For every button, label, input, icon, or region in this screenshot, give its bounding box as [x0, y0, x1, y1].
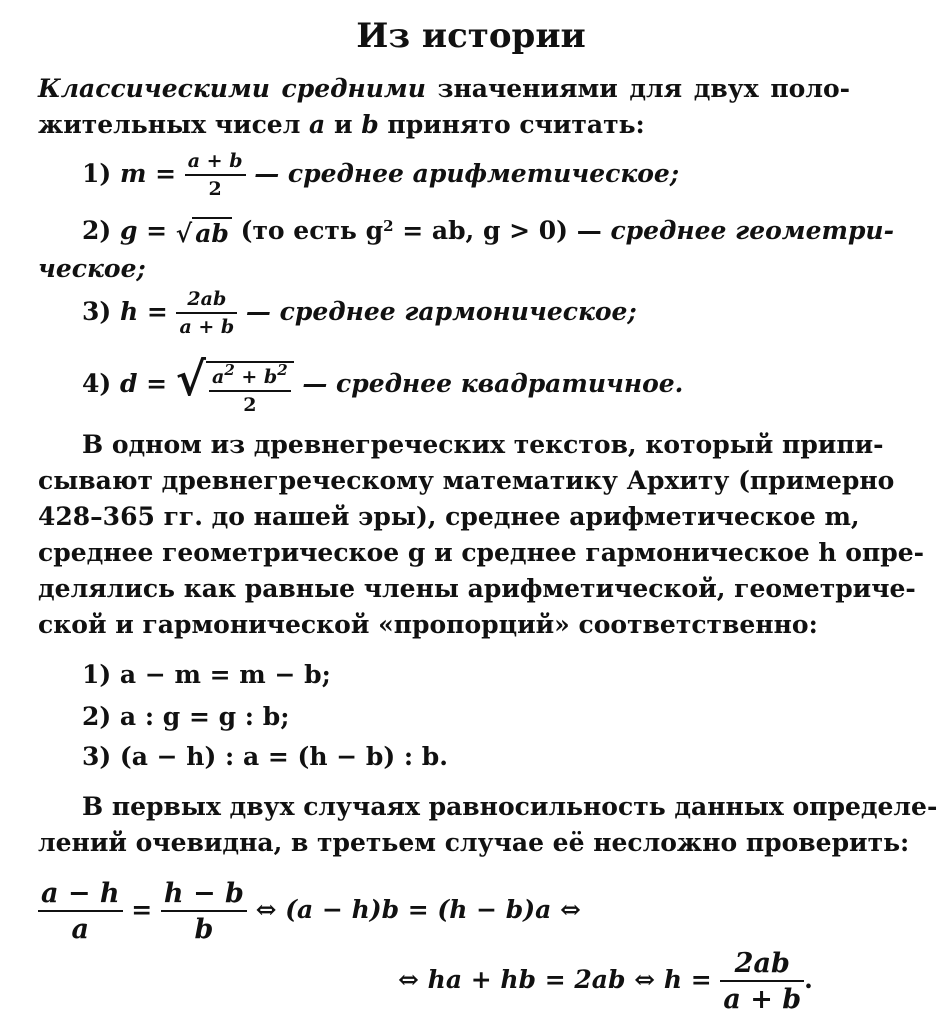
sqrt [175, 352, 294, 416]
intro-text-end: принято считать: [378, 110, 645, 139]
para3-line-2: лений очевидна, в третьем случае её несложно проверить: [38, 828, 910, 857]
mean-lhs: m = [119, 159, 185, 188]
mean-number: 4) [82, 368, 120, 398]
term-b: + b [234, 365, 278, 388]
mean-extra: (то есть g [231, 216, 384, 245]
fraction [185, 152, 246, 199]
fraction [209, 360, 291, 416]
proportion-3: 3) (a − h) : a = (h − b) : b. [82, 742, 448, 771]
exponent: 2 [383, 217, 394, 235]
exponent: 2 [277, 360, 288, 379]
mean-description: — среднее квадратичное. [293, 368, 684, 398]
sqrt [176, 217, 232, 248]
equation-rest: ⇔ (a − h)b = (h − b)a ⇔ [246, 895, 581, 924]
mean-extra-2: = ab, g > 0) — [393, 216, 611, 245]
fraction-denominator: 2 [243, 393, 257, 416]
sqrt-symbol: √ [175, 219, 193, 248]
para2-line-1: В одном из древнегреческих текстов, который припи- [82, 430, 884, 459]
intro-and: и [325, 110, 362, 139]
equals: = [122, 895, 161, 924]
mean-lhs: d = [119, 368, 176, 398]
fraction [176, 290, 237, 337]
period: . [804, 965, 813, 994]
mean-harmonic [82, 290, 637, 337]
page-title: Из истории [356, 16, 586, 56]
fraction-denominator: a + b [723, 984, 802, 1015]
fraction-numerator: a + b [185, 152, 246, 176]
term-a: a [212, 365, 225, 388]
para2-line-2: сывают древнегреческому математику Архиту (примерно [38, 466, 895, 495]
mean-geometric-cont: ческое; [38, 254, 146, 283]
fraction-numerator [209, 360, 291, 392]
mean-number: 2) [82, 216, 120, 245]
mean-lhs: g = [119, 216, 176, 245]
fraction-denominator: a [71, 914, 90, 945]
mean-description: — среднее гармоническое; [237, 297, 637, 326]
para2-line-6: ской и гармонической «пропорций» соответственно: [38, 610, 818, 639]
para3-line-1: В первых двух случаях равносильность данных определе- [82, 792, 938, 821]
fraction-numerator: 2ab [720, 950, 804, 982]
proportion-2: 2) a : g = g : b; [82, 702, 290, 731]
intro-lead: Классическими средними [38, 74, 426, 103]
fraction [720, 950, 804, 1013]
fraction-denominator: a + b [179, 316, 235, 338]
mean-arithmetic [82, 152, 679, 199]
equation-1 [38, 880, 581, 943]
intro-line-1 [38, 74, 850, 103]
intro-line-2 [38, 110, 645, 139]
mean-number: 3) [82, 297, 120, 326]
para2-line-4: среднее геометрическое g и среднее гармоническое h опре- [38, 538, 925, 567]
fraction-denominator: 2 [208, 178, 222, 200]
var-b: b [361, 110, 379, 139]
fraction [161, 880, 247, 943]
mean-number: 1) [82, 159, 120, 188]
mean-geometric [82, 216, 894, 248]
fraction-numerator: a − h [38, 880, 123, 912]
intro-text: жительных чисел [38, 110, 310, 139]
equation-left: ⇔ ha + hb = 2ab ⇔ h = [398, 965, 721, 994]
para2-line-3: 428–365 гг. до нашей эры), среднее арифметическое m, [38, 502, 860, 531]
sqrt-radicand [206, 361, 294, 415]
fraction-numerator: h − b [161, 880, 247, 912]
intro-rest: значениями для двух поло- [425, 74, 851, 103]
proportion-1: 1) a − m = m − b; [82, 660, 331, 689]
fraction [38, 880, 123, 943]
equation-2 [398, 950, 813, 1013]
sqrt-symbol: √ [175, 352, 207, 406]
mean-lhs: h = [119, 297, 177, 326]
para2-line-5: делялись как равные члены арифметической, геометриче- [38, 574, 916, 603]
fraction-denominator: b [194, 914, 214, 945]
mean-description: среднее геометри- [610, 216, 894, 245]
var-a: a [309, 110, 326, 139]
sqrt-radicand: ab [192, 217, 232, 248]
exponent: 2 [224, 360, 235, 379]
mean-description: — среднее арифметическое; [245, 159, 680, 188]
fraction-numerator: 2ab [176, 290, 237, 314]
mean-quadratic [82, 352, 684, 416]
